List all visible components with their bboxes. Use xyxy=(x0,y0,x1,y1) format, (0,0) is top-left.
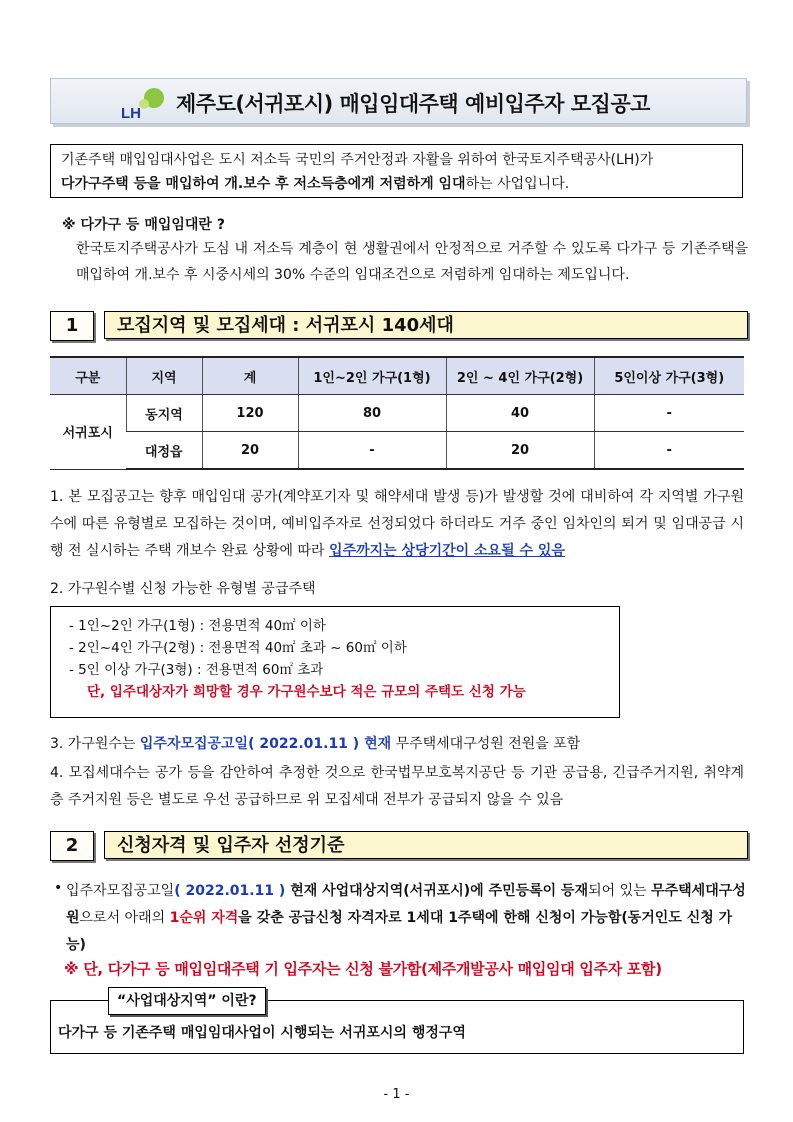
type-line: - 1인~2인 가구(1형) : 전용면적 40㎡ 이하 xyxy=(69,618,326,634)
bullet-p2: ( 2022.01.11 ) xyxy=(174,883,286,899)
intro-line2-rest: 하는 사업입니다. xyxy=(465,176,570,192)
bullet-p6: 으로서 아래의 xyxy=(79,910,170,926)
bullet-p4: 되어 있는 xyxy=(588,883,652,899)
item3-prefix: 3. 가구원수는 xyxy=(50,736,140,752)
warning-line: ※ 단, 다가구 등 매입임대주택 기 입주자는 신청 불가함(제주개발공사 매입임대 입주자 포함) xyxy=(64,960,662,978)
table-row xyxy=(50,432,744,470)
eligibility-paragraph xyxy=(66,878,746,959)
svg-text:LH: LH xyxy=(121,105,141,122)
bullet-dot-icon: • xyxy=(54,880,63,896)
bullet-p5: 무주택세대구성원 xyxy=(66,883,746,926)
page-title: 제주도(서귀포시) 매입임대주택 예비입주자 모집공고 xyxy=(176,92,650,116)
section1-title: 모집지역 및 모집세대 : 서귀포시 140세대 xyxy=(104,311,748,339)
lh-logo-icon xyxy=(120,86,168,122)
item4-paragraph: 4. 모집세대수는 공가 등을 감안하여 추정한 것으로 한국법무보호복지공단 등 기관 공급용, 긴급주거지원, 취약계층 주거지원 등은 별도로 우선 공급하므로 위 모집세대 전부가 공급되지 않을 수 있음 xyxy=(50,765,744,808)
table-header-cell: 계 xyxy=(202,357,298,395)
table-group-cell: 서귀포시 xyxy=(50,395,126,470)
section1-number: 1 xyxy=(50,311,94,341)
type-caution: 단, 입주대상자가 희망할 경우 가구원수보다 적은 규모의 주택도 신청 가능 xyxy=(87,684,526,700)
item3-paragraph xyxy=(50,731,580,758)
item1-text: 1. 본 모집공고는 향후 매입임대 공가(계약포기자 및 해약세대 발생 등)가 발생할 것에 대비하여 각 지역별 가구원수에 따른 유형별로 모집하는 것이며, 예비입주자로 선정되었다 하더라도 거주 중인 임차인의 퇴거 및 임대공급 시행 전 실시하는 주택 개보수 완료 상황에 따라 xyxy=(50,489,744,559)
intro-box xyxy=(50,144,743,198)
table-cell: - xyxy=(298,432,446,470)
item3-highlight: 입주자모집공고일( 2022.01.11 ) 현재 xyxy=(139,736,392,752)
section2-title: 신청자격 및 입주자 선정기준 xyxy=(104,831,748,859)
item3-rest: 무주택세대구성원 전원을 포함 xyxy=(391,736,581,752)
table-cell: 40 xyxy=(446,395,594,432)
table-cell: - xyxy=(594,395,744,432)
table-header-row xyxy=(50,357,744,395)
type-box xyxy=(50,606,620,718)
table-cell: 20 xyxy=(202,432,298,470)
item1-highlight: 입주까지는 상당기간이 소요될 수 있음 xyxy=(329,543,565,559)
table-row xyxy=(50,395,744,432)
note-heading: ※ 다가구 등 매입임대란 ? xyxy=(62,217,225,233)
item2-heading: 2. 가구원수별 신청 가능한 유형별 공급주택 xyxy=(50,581,316,597)
page-number: - 1 - xyxy=(383,1087,410,1102)
type-line: - 2인~4인 가구(2형) : 전용면적 40㎡ 초과 ~ 60㎡ 이하 xyxy=(69,640,407,656)
table-header-cell: 지역 xyxy=(126,357,202,395)
bullet-p3: 현재 사업대상지역(서귀포시)에 주민등록이 등재 xyxy=(285,883,589,899)
intro-line2-bold: 다가구주택 등을 매입하여 개.보수 후 저소득층에게 저렴하게 임대 xyxy=(61,176,466,192)
recruit-table xyxy=(50,356,744,470)
table-cell: 대정읍 xyxy=(126,432,202,470)
table-header-cell: 5인이상 가구(3형) xyxy=(594,357,744,395)
bullet-p8: 을 갖춘 공급신청 자격자로 1세대 1주택에 한해 신청이 가능함(동거인도 신청 가능) xyxy=(66,910,733,953)
table-cell: 20 xyxy=(446,432,594,470)
table-cell: 80 xyxy=(298,395,446,432)
intro-line2 xyxy=(61,172,742,196)
table-cell: 동지역 xyxy=(126,395,202,432)
bullet-p1: 입주자모집공고일 xyxy=(66,883,175,899)
item1-paragraph xyxy=(50,484,744,565)
note-body: 한국토지주택공사가 도심 내 저소득 계층이 현 생활권에서 안정적으로 거주할 수 있도록 다가구 등 기존주택을 매입하여 개.보수 후 시중시세의 30% 수준의 임대조건으로 저렴하게 임대하는 제도입니다. xyxy=(76,241,748,283)
table-cell: - xyxy=(594,432,744,470)
table-header-cell: 구분 xyxy=(50,357,126,395)
bullet-p7: 1순위 자격 xyxy=(169,910,239,926)
definition-text: 다가구 등 기존주택 매입임대사업이 시행되는 서귀포시의 행정구역 xyxy=(58,1025,466,1041)
definition-label: “사업대상지역” 이란? xyxy=(108,987,266,1015)
table-cell: 120 xyxy=(202,395,298,432)
intro-line1: 기존주택 매입임대사업은 도시 저소득 국민의 주거안정과 자활을 위하여 한국토지주택공사(LH)가 xyxy=(61,152,654,168)
type-line: - 5인 이상 가구(3형) : 전용면적 60㎡ 초과 xyxy=(69,662,324,678)
section2-number: 2 xyxy=(50,831,94,861)
table-header-cell: 2인 ~ 4인 가구(2형) xyxy=(446,357,594,395)
table-header-cell: 1인~2인 가구(1형) xyxy=(298,357,446,395)
